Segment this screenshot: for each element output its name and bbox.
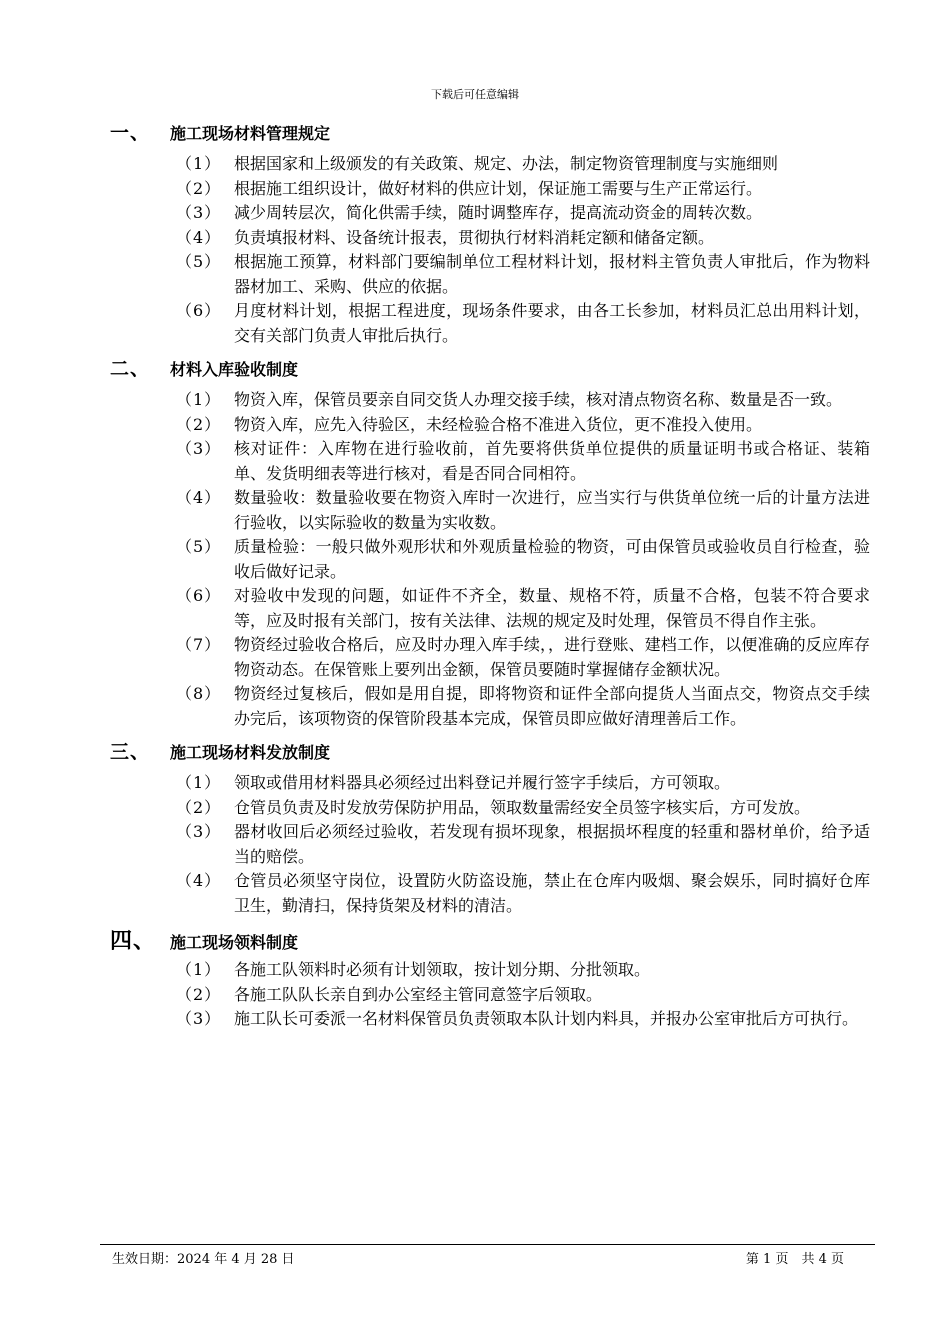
section-number: 三、 <box>110 741 151 763</box>
section-1 <box>110 118 870 348</box>
list-item <box>110 250 870 299</box>
section-title: 材料入库验收制度 <box>170 360 299 379</box>
list-item <box>110 633 870 682</box>
item-text: 数量验收：数量验收要在物资入库时一次进行，应当实行与供货单位统一后的计量方法进行验收，以实际验收的数量为实收数。 <box>234 488 870 532</box>
section-4 <box>110 924 870 1032</box>
list-item <box>110 226 870 251</box>
item-text: 核对证件：入库物在进行验收前，首先要将供货单位提供的质量证明书或合格证、装箱单、发货明细表等进行核对，看是否同合同相符。 <box>234 439 870 483</box>
list-item <box>110 682 870 731</box>
item-number: （4） <box>176 871 222 890</box>
list-item <box>110 535 870 584</box>
item-text: 根据施工预算，材料部门要编制单位工程材料计划，报材料主管负责人审批后，作为物料器材加工、采购、供应的依据。 <box>234 252 870 296</box>
section-title: 施工现场材料管理规定 <box>170 124 331 143</box>
item-number: （1） <box>176 390 222 409</box>
item-text: 根据国家和上级颁发的有关政策、规定、办法，制定物资管理制度与实施细则 <box>234 154 779 173</box>
item-text: 对验收中发现的问题，如证件不齐全，数量、规格不符，质量不合格，包装不符合要求等，应及时报有关部门，按有关法律、法规的规定及时处理，保管员不得自作主张。 <box>234 586 870 630</box>
list-item <box>110 437 870 486</box>
section-title: 施工现场领料制度 <box>170 933 299 952</box>
list-item <box>110 869 870 918</box>
item-number: （2） <box>176 414 222 434</box>
item-number: （3） <box>176 822 222 841</box>
section-heading <box>110 118 870 152</box>
list-item <box>110 771 870 796</box>
list-item <box>110 486 870 535</box>
page-header: 下载后可任意编辑 <box>431 88 519 101</box>
item-number: （6） <box>176 301 222 320</box>
item-text: 负责填报材料、设备统计报表，贯彻执行材料消耗定额和储备定额。 <box>234 227 715 247</box>
item-text: 各施工队队长亲自到办公室经主管同意签字后领取。 <box>234 984 603 1004</box>
item-text: 根据施工组织设计，做好材料的供应计划，保证施工需要与生产正常运行。 <box>234 178 763 198</box>
item-number: （7） <box>176 635 222 654</box>
item-number: （2） <box>176 984 222 1004</box>
item-number: （3） <box>176 1009 222 1028</box>
list-item <box>110 584 870 633</box>
list-item <box>110 152 870 177</box>
item-number: （3） <box>176 439 222 458</box>
page-number: 第 1 页 共 4 页 <box>745 1252 844 1267</box>
item-text: 减少周转层次，简化供需手续，随时调整库存，提高流动资金的周转次数。 <box>234 203 763 222</box>
list-item <box>110 177 870 202</box>
item-number: （2） <box>176 797 222 817</box>
item-text: 领取或借用材料器具必须经过出料登记并履行签字手续后，方可领取。 <box>234 773 731 792</box>
section-heading <box>110 924 870 958</box>
item-text: 月度材料计划，根据工程进度，现场条件要求，由各工长参加，材料员汇总出用料计划，交有关部门负责人审批后执行。 <box>234 301 870 345</box>
list-item <box>110 820 870 869</box>
section-heading <box>110 354 870 388</box>
section-2 <box>110 354 870 731</box>
item-text: 器材收回后必须经过验收，若发现有损坏现象，根据损坏程度的轻重和器材单价，给予适当的赔偿。 <box>234 822 870 866</box>
item-text: 仓管员必须坚守岗位，设置防火防盗设施，禁止在仓库内吸烟、聚会娱乐，同时搞好仓库卫生，勤清扫，保持货架及材料的清洁。 <box>234 871 870 915</box>
document-body <box>110 118 870 1038</box>
list-item <box>110 413 870 438</box>
list-item <box>110 201 870 226</box>
list-item <box>110 983 870 1008</box>
section-number: 四、 <box>110 928 157 954</box>
item-number: （1） <box>176 154 222 173</box>
item-number: （5） <box>176 252 222 271</box>
list-item <box>110 299 870 348</box>
item-number: （6） <box>176 586 222 605</box>
section-3 <box>110 737 870 918</box>
item-number: （1） <box>176 960 222 979</box>
section-title: 施工现场材料发放制度 <box>170 743 331 762</box>
section-number: 二、 <box>110 358 151 380</box>
item-text: 质量检验：一般只做外观形状和外观质量检验的物资，可由保管员或验收员自行检查，验收后做好记录。 <box>234 537 870 581</box>
section-heading <box>110 737 870 771</box>
effective-date: 生效日期：2024 年 4 月 28 日 <box>112 1252 295 1267</box>
list-item <box>110 958 870 983</box>
item-number: （4） <box>176 488 222 507</box>
item-number: （4） <box>176 227 222 247</box>
item-text: 物资经过复核后，假如是用自提，即将物资和证件全部向提货人当面点交，物资点交手续办完后，该项物资的保管阶段基本完成，保管员即应做好清理善后工作。 <box>234 684 870 728</box>
section-number: 一、 <box>110 122 151 144</box>
item-text: 物资入库，应先入待验区，未经检验合格不准进入货位，更不准投入使用。 <box>234 414 763 434</box>
item-text: 物资经过验收合格后，应及时办理入库手续，，进行登账、建档工作，以便准确的反应库存物资动态。在保管账上要列出金额，保管员要随时掌握储存金额状况。 <box>234 635 870 679</box>
item-text: 物资入库，保管员要亲自同交货人办理交接手续，核对清点物资名称、数量是否一致。 <box>234 390 843 409</box>
item-text: 仓管员负责及时发放劳保防护用品，领取数量需经安全员签字核实后，方可发放。 <box>234 797 811 817</box>
list-item <box>110 388 870 413</box>
item-number: （3） <box>176 203 222 222</box>
item-text: 各施工队领料时必须有计划领取，按计划分期、分批领取。 <box>234 960 651 979</box>
item-number: （1） <box>176 773 222 792</box>
list-item <box>110 1007 870 1032</box>
footer-divider <box>100 1244 875 1245</box>
item-number: （2） <box>176 178 222 198</box>
item-number: （8） <box>176 684 222 703</box>
item-text: 施工队长可委派一名材料保管员负责领取本队计划内料具，并报办公室审批后方可执行。 <box>234 1009 859 1028</box>
list-item <box>110 796 870 821</box>
item-number: （5） <box>176 537 222 556</box>
